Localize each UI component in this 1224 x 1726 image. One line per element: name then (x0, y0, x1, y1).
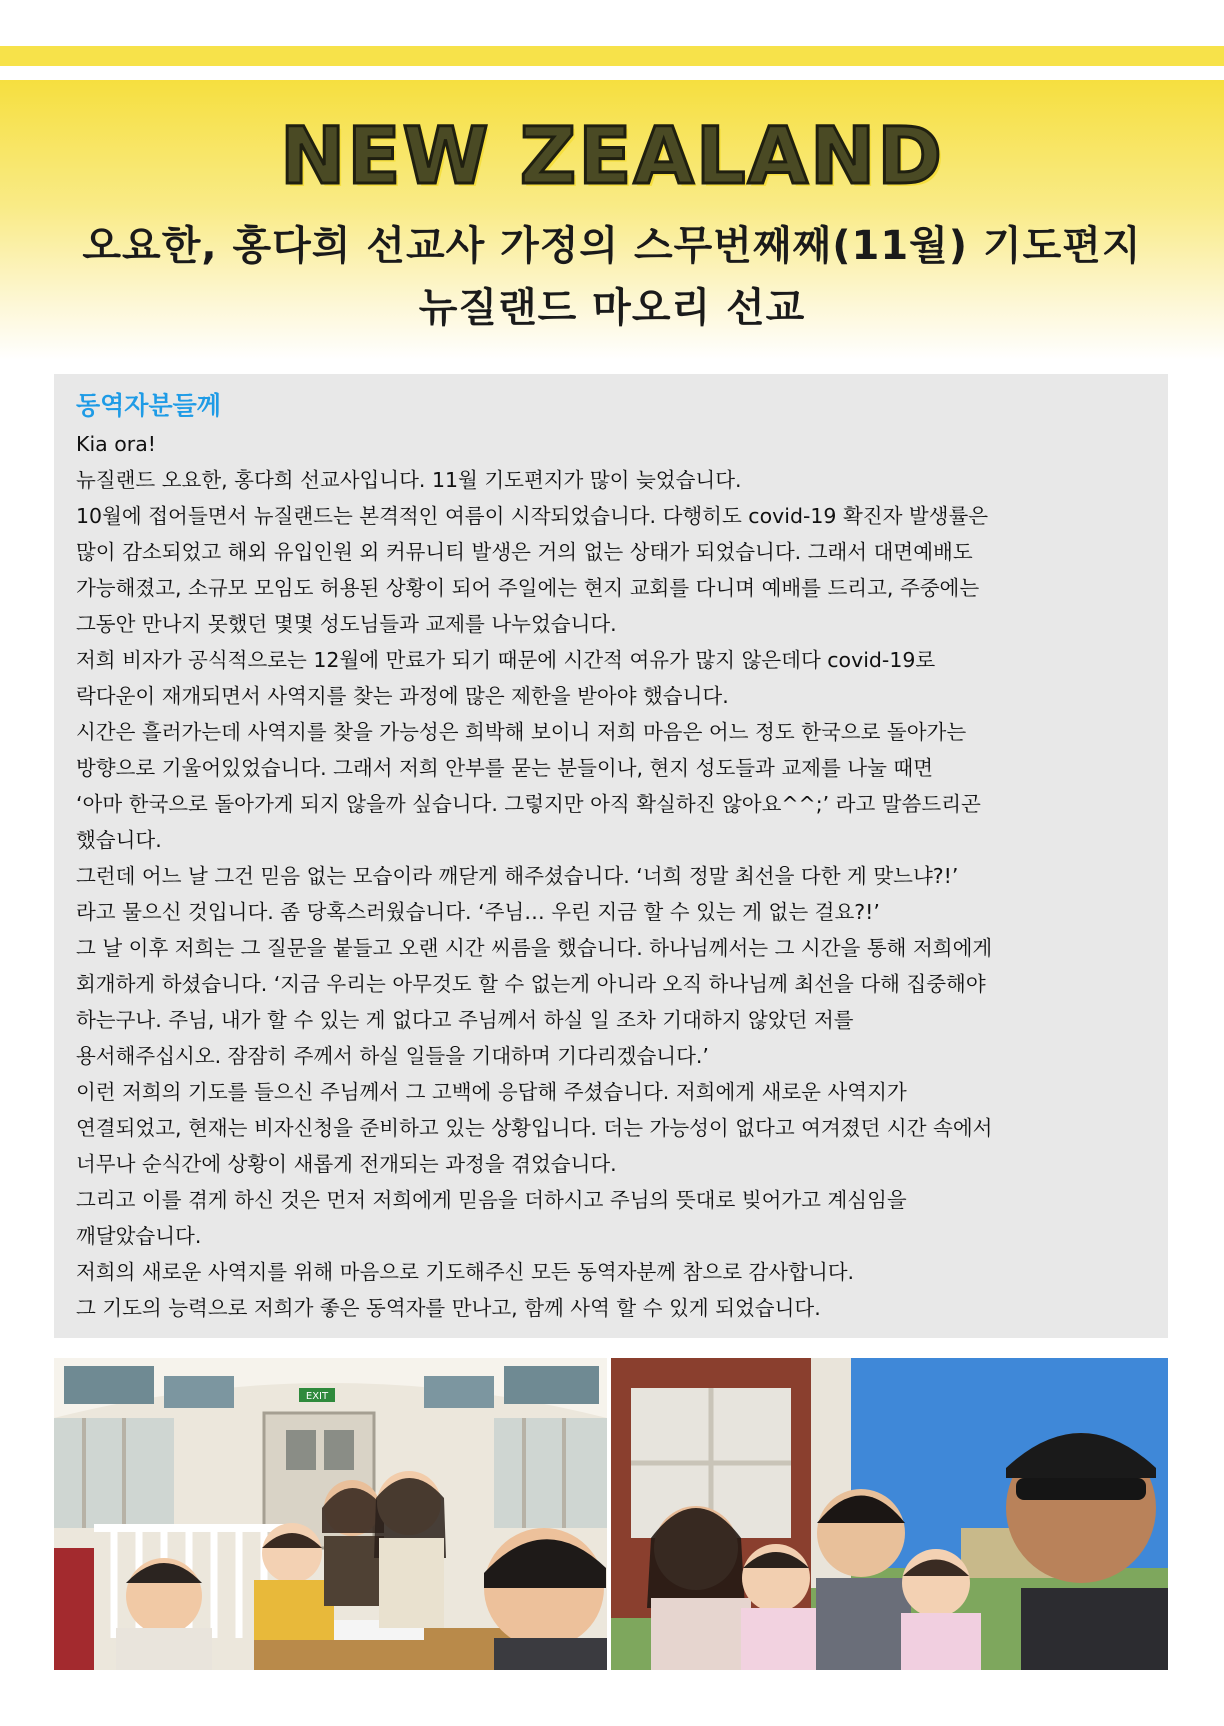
letter-line: 많이 감소되었고 해외 유입인원 외 커뮤니티 발생은 거의 없는 상태가 되었습니다. 그래서 대면예배도 (76, 540, 973, 564)
top-yellow-stripe (0, 46, 1224, 66)
letter-line: Kia ora! (76, 432, 156, 456)
page-title: NEW ZEALAND (279, 112, 945, 202)
letter-line: 이런 저희의 기도를 들으신 주님께서 그 고백에 응답해 주셨습니다. 저희에게 새로운 사역지가 (76, 1080, 907, 1104)
letter-line: 저희 비자가 공식적으로는 12월에 만료가 되기 때문에 시간적 여유가 많지 않은데다 covid-19로 (76, 648, 936, 672)
letter-line: 그 날 이후 저희는 그 질문을 붙들고 오랜 시간 씨름을 했습니다. 하나님께서는 그 시간을 통해 저희에게 (76, 936, 993, 960)
exit-sign: EXIT (305, 1391, 329, 1402)
letter-line: 연결되었고, 현재는 비자신청을 준비하고 있는 상황입니다. 더는 가능성이 없다고 여겨졌던 시간 속에서 (76, 1116, 993, 1140)
letter-line: ‘아마 한국으로 돌아가게 되지 않을까 싶습니다. 그렇지만 아직 확실하진 않아요^^;’ 라고 말씀드리곤 (76, 792, 981, 816)
letter-greeting: 동역자분들께 (76, 391, 221, 420)
letter-line: 시간은 흘러가는데 사역지를 찾을 가능성은 희박해 보이니 저희 마음은 어느 정도 한국으로 돌아가는 (76, 720, 967, 744)
letter-line: 너무나 순식간에 상황이 새롭게 전개되는 과정을 겪었습니다. (76, 1152, 617, 1176)
letter-line: 회개하게 하셨습니다. ‘지금 우리는 아무것도 할 수 없는게 아니라 오직 하나님께 최선을 다해 집중해야 (76, 972, 986, 996)
letter-body (76, 426, 1156, 1326)
letter-line: 방향으로 기울어있었습니다. 그래서 저희 안부를 묻는 분들이나, 현지 성도들과 교제를 나눌 때면 (76, 756, 934, 780)
subtitle-line-2: 뉴질랜드 마오리 선교 (418, 285, 806, 331)
letter-line: 그동안 만나지 못했던 몇몇 성도님들과 교제를 나누었습니다. (76, 612, 617, 636)
subtitle-line-1: 오요한, 홍다희 선교사 가정의 스무번째째(11월) 기도편지 (82, 223, 1142, 269)
letter-line: 가능해졌고, 소규모 모임도 허용된 상황이 되어 주일에는 현지 교회를 다니며 예배를 드리고, 주중에는 (76, 576, 980, 600)
letter-line: 그리고 이를 겪게 하신 것은 먼저 저희에게 믿음을 더하시고 주님의 뜻대로 빚어가고 계심임을 (76, 1188, 907, 1212)
letter-line: 그런데 어느 날 그건 믿음 없는 모습이라 깨닫게 해주셨습니다. ‘너희 정말 최선을 다한 게 맞느냐?!’ (76, 864, 959, 888)
letter-line: 뉴질랜드 오요한, 홍다희 선교사입니다. 11월 기도편지가 많이 늦었습니다. (76, 468, 742, 492)
letter-line: 라고 물으신 것입니다. 좀 당혹스러웠습니다. ‘주님… 우린 지금 할 수 있는 게 없는 걸요?!’ (76, 900, 880, 924)
letter-line: 저희의 새로운 사역지를 위해 마음으로 기도해주신 모든 동역자분께 참으로 감사합니다. (76, 1260, 855, 1284)
photo-train-family (54, 1358, 607, 1670)
letter-line: 그 기도의 능력으로 저희가 좋은 동역자를 만나고, 함께 사역 할 수 있게 되었습니다. (76, 1296, 821, 1320)
letter-line: 했습니다. (76, 828, 162, 852)
letter-line: 10월에 접어들면서 뉴질랜드는 본격적인 여름이 시작되었습니다. 다행히도 covid-19 확진자 발생률은 (76, 504, 989, 528)
letter-line: 용서해주십시오. 잠잠히 주께서 하실 일들을 기대하며 기다리겠습니다.’ (76, 1044, 709, 1068)
photo-outdoor-selfie (611, 1358, 1168, 1670)
letter-line: 깨달았습니다. (76, 1224, 202, 1248)
letter-box (54, 374, 1168, 1338)
letter-line: 락다운이 재개되면서 사역지를 찾는 과정에 많은 제한을 받아야 했습니다. (76, 684, 729, 708)
letter-line: 하는구나. 주님, 내가 할 수 있는 게 없다고 주님께서 하실 일 조차 기대하지 않았던 저를 (76, 1008, 854, 1032)
